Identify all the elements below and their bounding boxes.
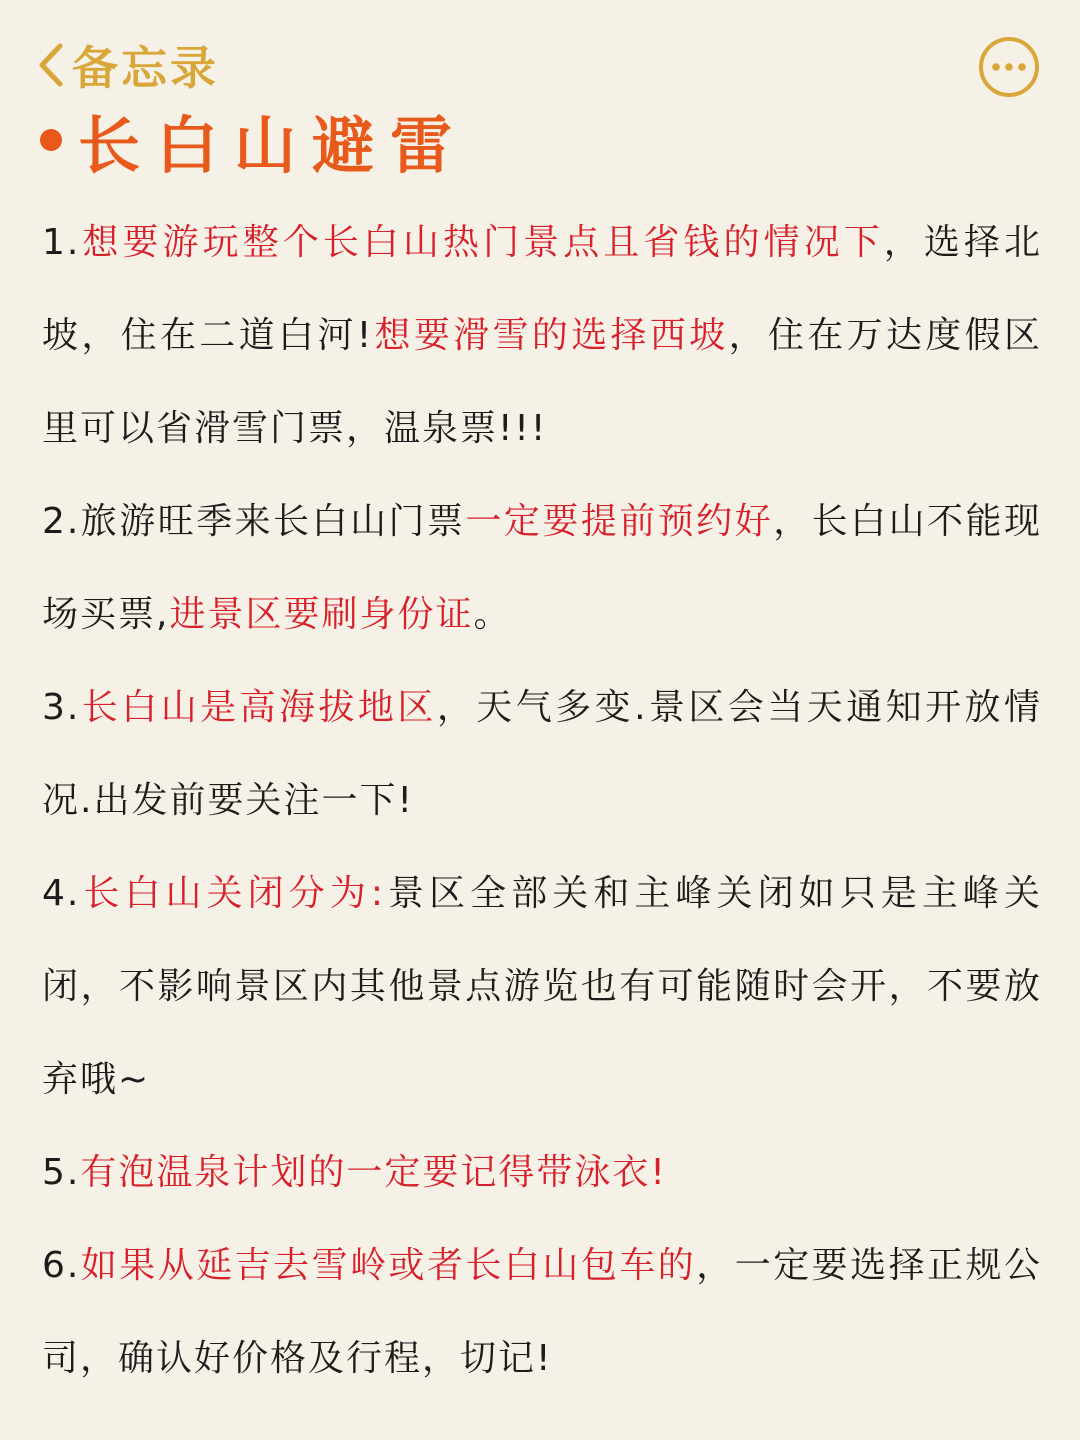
note-item-5 (42, 1126, 1042, 1219)
item-4-seg-1: 4. (42, 873, 81, 914)
item-6-seg-2: 如果从延吉去雪岭或者长白山包车的 (80, 1245, 697, 1286)
item-1-seg-5: ，住在万达度假区里可以省滑雪门票，温泉票!!! (42, 315, 1042, 449)
chevron-left-icon (36, 42, 66, 88)
note-title (40, 100, 468, 180)
top-bar (0, 0, 1080, 110)
item-1-seg-3: ，选择北坡，住在二道白河! (42, 222, 1042, 356)
more-button[interactable] (978, 36, 1040, 98)
note-item-1 (42, 196, 1042, 475)
item-6-seg-1: 6. (42, 1245, 81, 1286)
more-horizontal-circle-icon (978, 83, 1040, 102)
item-3-seg-3: ，天气多变.景区会当天通知开放情况.出发前要关注一下! (42, 687, 1042, 821)
bullet-dot-icon (40, 129, 62, 151)
item-5-seg-1: 5. (42, 1152, 81, 1193)
item-5-seg-2: 有泡温泉计划的一定要记得带泳衣! (80, 1152, 667, 1193)
item-2-seg-4: 进景区要刷身份证 (169, 594, 474, 635)
note-item-6 (42, 1219, 1042, 1405)
item-3-seg-1: 3. (42, 687, 81, 728)
note-item-4 (42, 847, 1042, 1126)
note-item-2 (42, 475, 1042, 661)
item-2-seg-3: ，长白山不能现场买票, (42, 501, 1042, 635)
item-1-seg-2: 想要游玩整个长白山热门景点且省钱的情况下 (80, 222, 884, 263)
note-title-text: 长白山避雷 (78, 108, 469, 182)
item-4-seg-2: 长白山关闭分为: (80, 873, 385, 914)
item-3-seg-2: 长白山是高海拔地区 (80, 687, 437, 728)
item-4-seg-3: 景区全部关和主峰关闭如只是主峰关闭，不影响景区内其他景点游览也有可能随时会开，不要放弃哦~ (42, 873, 1042, 1100)
item-1-seg-4: 想要滑雪的选择西坡 (373, 315, 729, 356)
note-item-3 (42, 661, 1042, 847)
item-1-seg-1: 1. (42, 222, 81, 263)
back-label: 备忘录 (72, 41, 219, 95)
item-6-seg-3: ，一定要选择正规公司，确认好价格及行程，切记! (42, 1245, 1042, 1379)
back-button[interactable] (36, 30, 219, 100)
item-2-seg-1: 2.旅游旺季来长白山门票 (42, 501, 466, 542)
note-body[interactable] (42, 196, 1042, 1405)
item-2-seg-5: 。 (473, 594, 512, 635)
item-2-seg-2: 一定要提前预约好 (465, 501, 774, 542)
